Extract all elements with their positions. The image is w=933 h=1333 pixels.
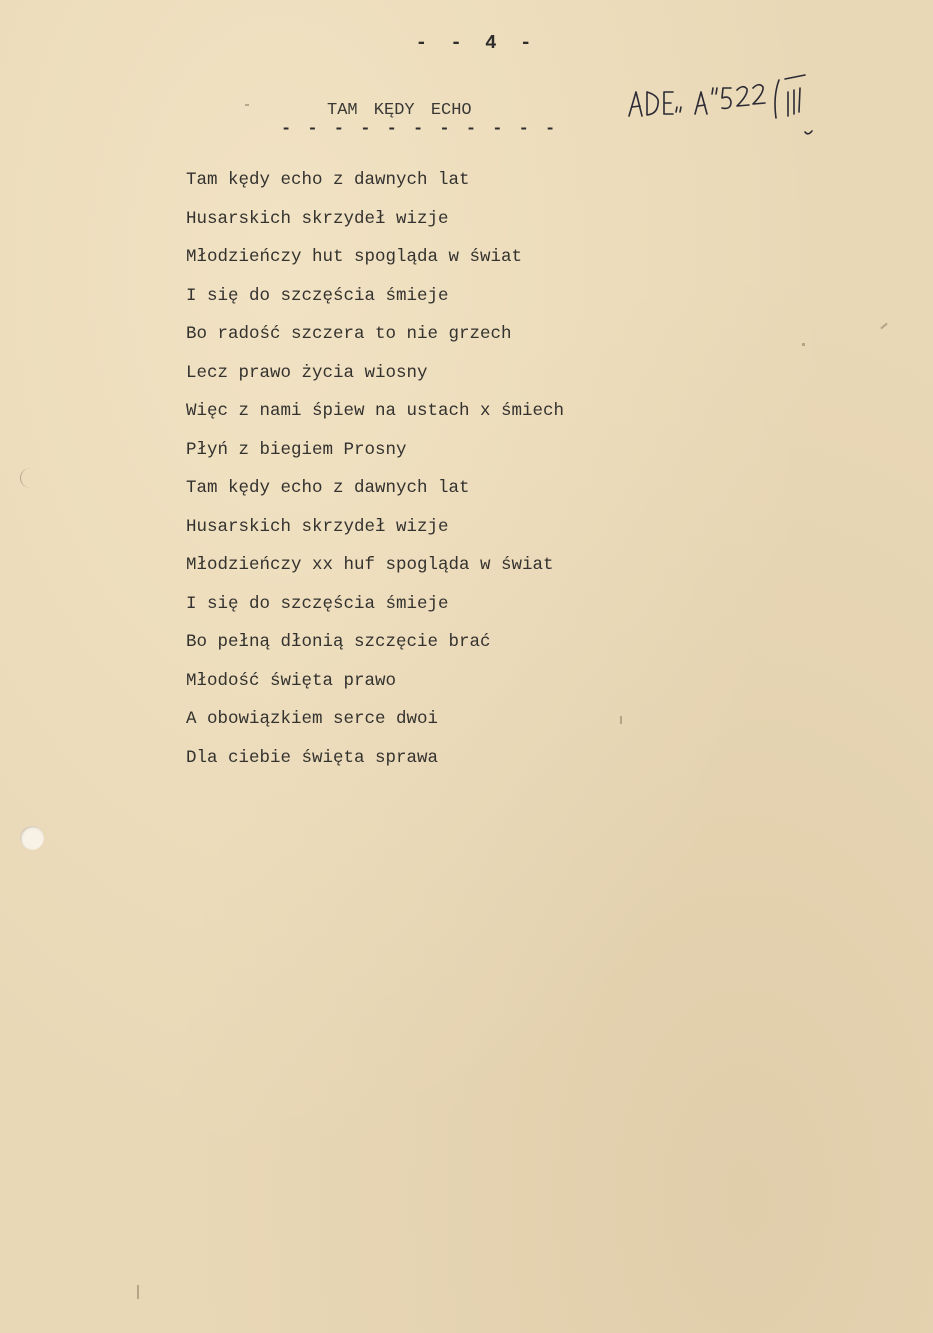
poem-line: I się do szczęścia śmieje — [186, 285, 449, 306]
handwritten-archive-signature — [627, 74, 827, 144]
poem-title: TAM KĘDY ECHO — [327, 101, 472, 120]
paper-speck — [137, 1285, 139, 1299]
paper-speck — [245, 104, 249, 106]
poem-line: Młodzieńczy xx huf spogląda w świat — [186, 555, 554, 575]
poem-line: Bo radość szczera to nie grzech — [186, 324, 512, 344]
paper-speck — [802, 343, 805, 346]
paper-speck — [620, 716, 622, 724]
poem-line: Więc z nami śpiew na ustach x śmiech — [186, 401, 565, 421]
poem-line: Husarskich skrzydeł wizje — [186, 208, 449, 229]
poem-line: Tam kędy echo z dawnych lat — [186, 170, 470, 190]
edge-mark — [20, 468, 41, 488]
poem-line: Bo pełną dłonią szczęcie brać — [186, 632, 491, 652]
title-underline: - - - - - - - - - - - — [281, 120, 559, 139]
poem-line: Płyń z biegiem Prosny — [186, 439, 407, 460]
poem-line: Husarskich skrzydeł wizje — [186, 516, 449, 537]
page-number: - - 4 - — [415, 32, 538, 54]
poem-line: Tam kędy echo z dawnych lat — [186, 478, 470, 498]
poem-line: Młodość święta prawo — [186, 670, 397, 691]
poem-line: A obowiązkiem serce dwoi — [186, 709, 439, 729]
poem-line: Dla ciebie święta sprawa — [186, 747, 439, 768]
poem-line: Młodzieńczy hut spogląda w świat — [186, 247, 523, 267]
poem-line: Lecz prawo życia wiosny — [186, 362, 428, 383]
punch-hole — [20, 826, 44, 850]
poem-line: I się do szczęścia śmieje — [186, 593, 449, 614]
poem-body — [186, 166, 706, 782]
